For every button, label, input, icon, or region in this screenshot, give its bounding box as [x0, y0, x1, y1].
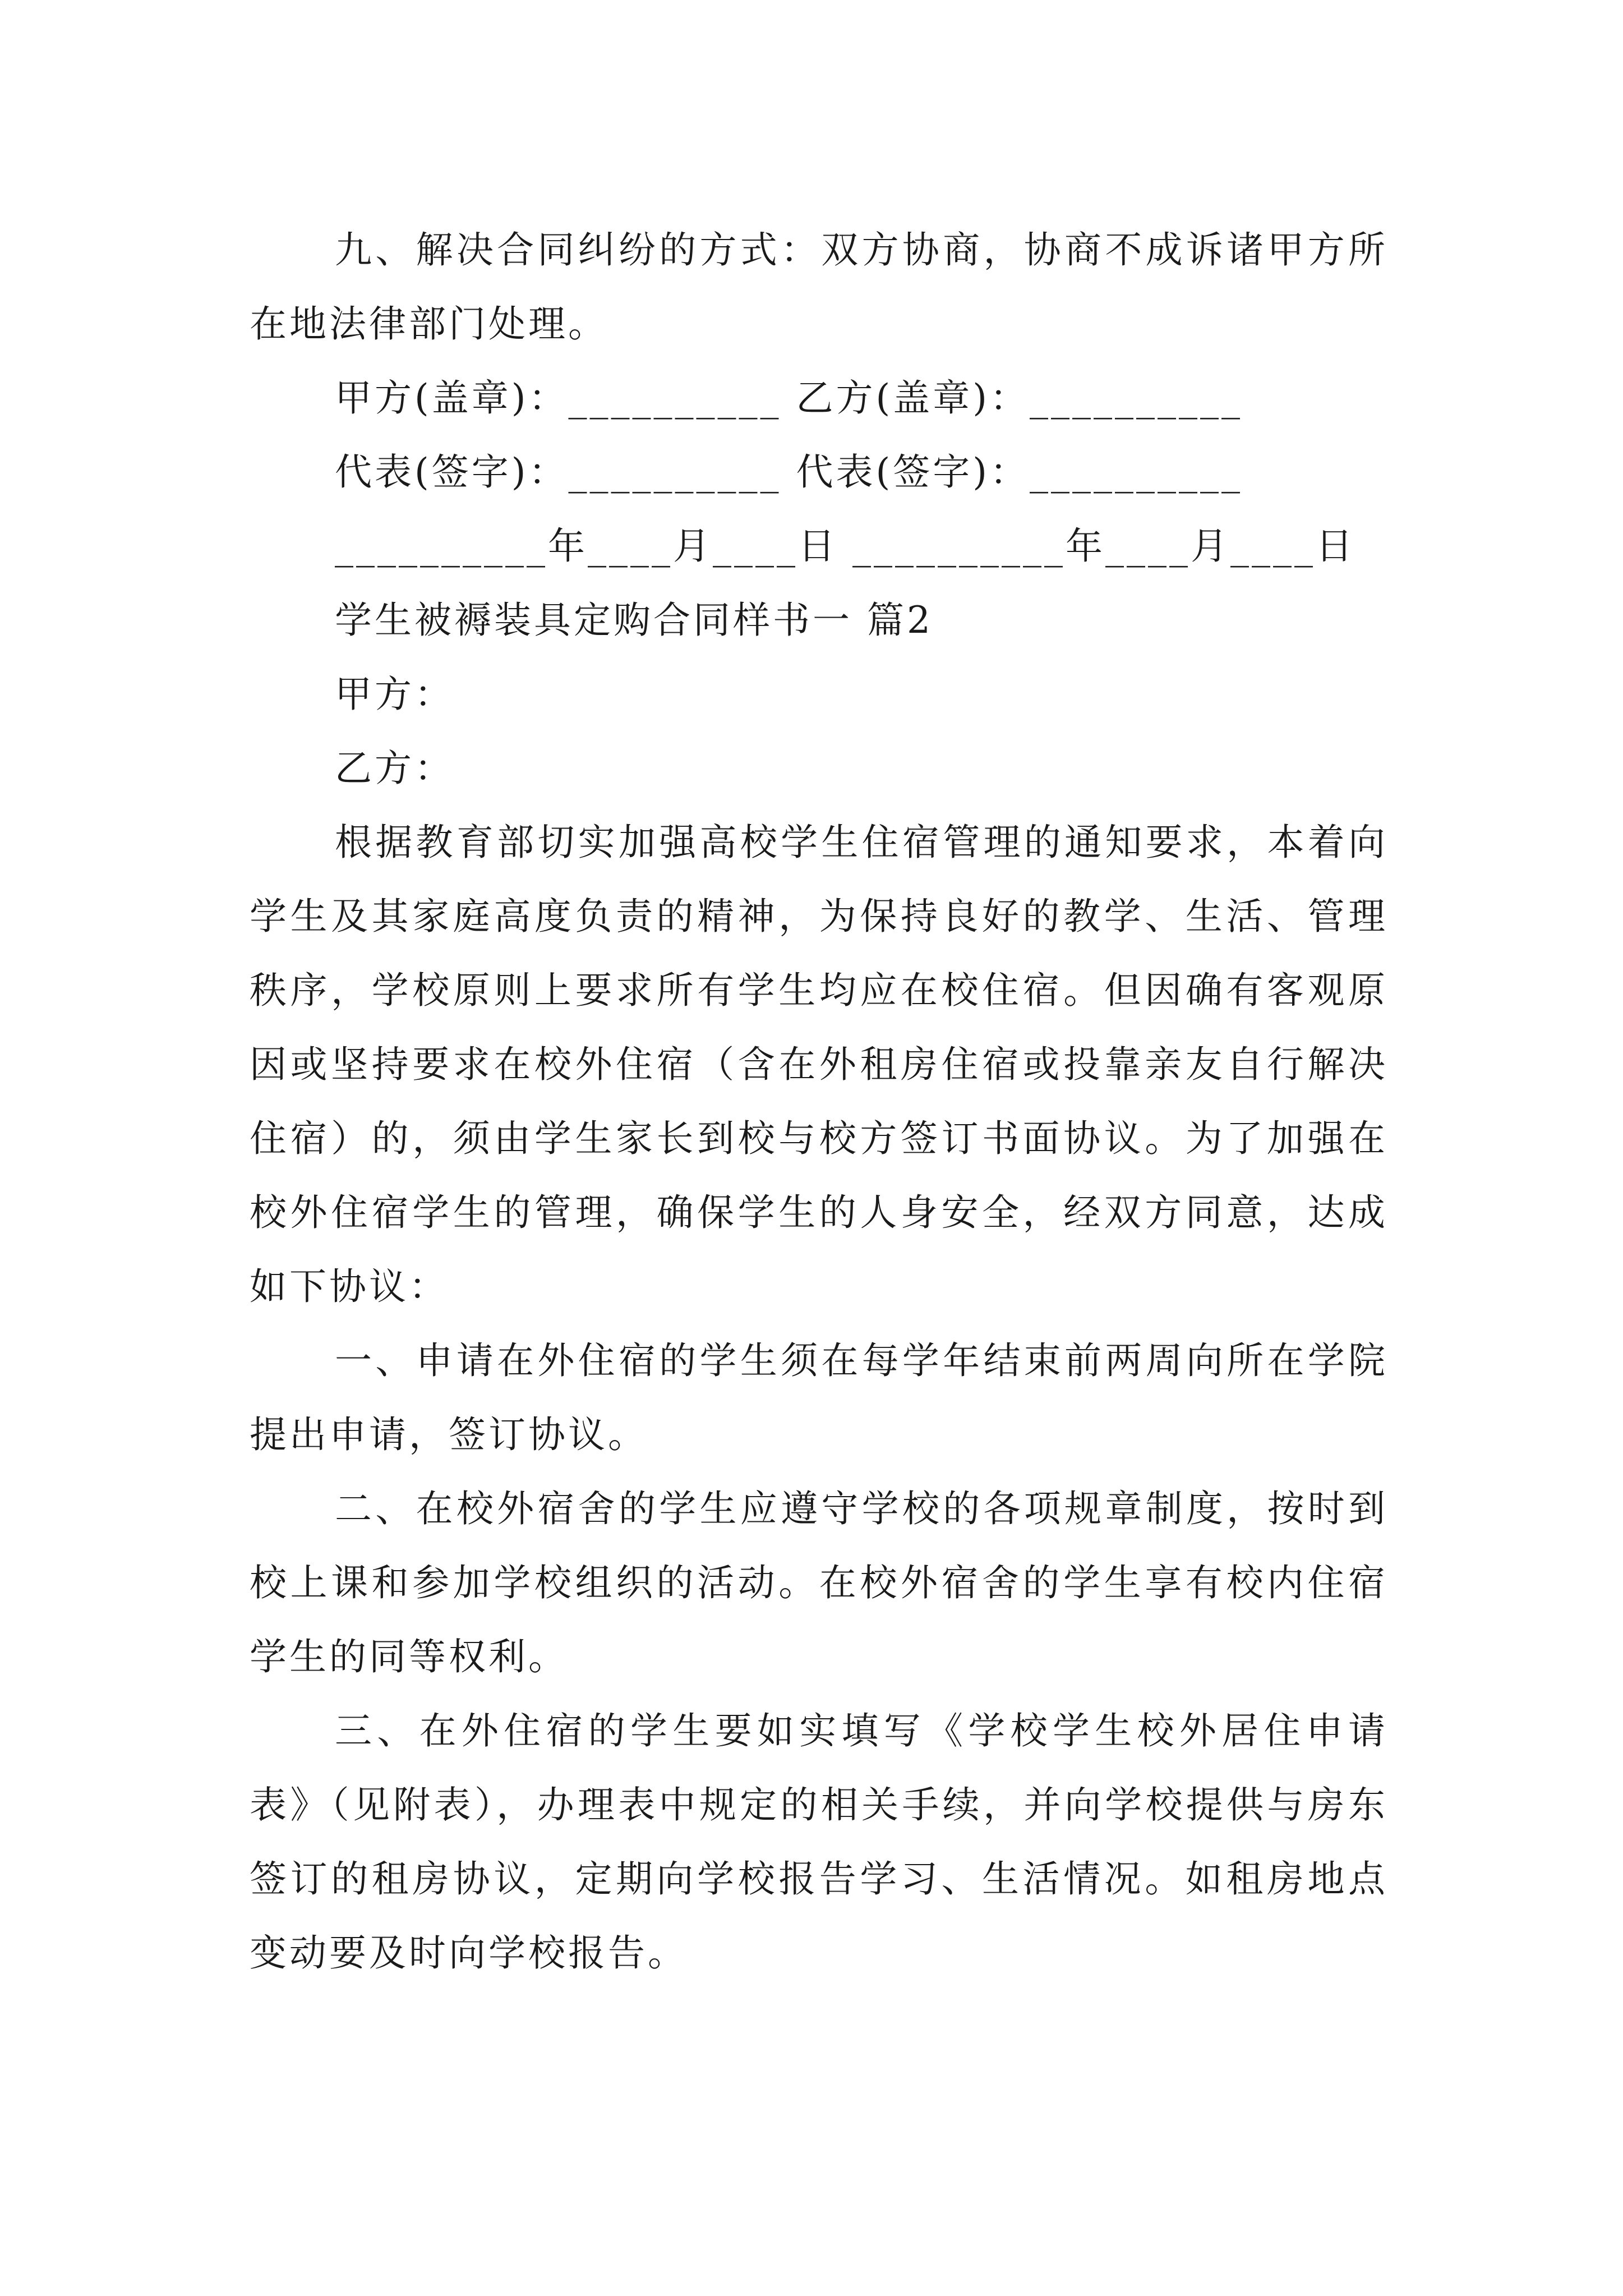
party-a-label: 甲方： — [335, 673, 454, 716]
clause-nine-paragraph: 九、解决合同纠纷的方式：双方协商，协商不成诉诸甲方所在地法律部门处理。 — [250, 228, 1388, 346]
party-b-label: 乙方： — [335, 747, 454, 790]
section-title: 学生被褥装具定购合同样书一 篇2 — [335, 599, 933, 642]
document-body — [250, 213, 1388, 1990]
item-one-paragraph: 一、申请在外住宿的学生须在每学年结束前两周向所在学院提出申请，签订协议。 — [250, 1339, 1388, 1456]
signature-date-line: __________年____月____日 __________年____月____日 — [335, 524, 1355, 568]
intro-paragraph: 根据教育部切实加强高校学生住宿管理的通知要求，本着向学生及其家庭高度负责的精神，为保持良好的教学、生活、管理秩序，学校原则上要求所有学生均应在校住宿。但因确有客观原因或坚持要求在校外住宿（含在外租房住宿或投靠亲友自行解决住宿）的，须由学生家长到校与校方签订书面协议。为了加强在校外住宿学生的管理，确保学生的人身安全，经双方同意，达成如下协议： — [250, 821, 1388, 1308]
signature-seal-line: 甲方(盖章)：__________ 乙方(盖章)：__________ — [335, 376, 1243, 420]
item-two-paragraph: 二、在校外宿舍的学生应遵守学校的各项规章制度，按时到校上课和参加学校组织的活动。在校外宿舍的学生享有校内住宿学生的同等权利。 — [250, 1487, 1388, 1678]
item-three-paragraph: 三、在外住宿的学生要如实填写《学校学生校外居住申请表》（见附表），办理表中规定的相关手续，并向学校提供与房东签订的租房协议，定期向学校报告学习、生活情况。如租房地点变动要及时向学校报告。 — [250, 1709, 1388, 1975]
signature-representative-line: 代表(签字)：__________ 代表(签字)：__________ — [335, 450, 1243, 494]
